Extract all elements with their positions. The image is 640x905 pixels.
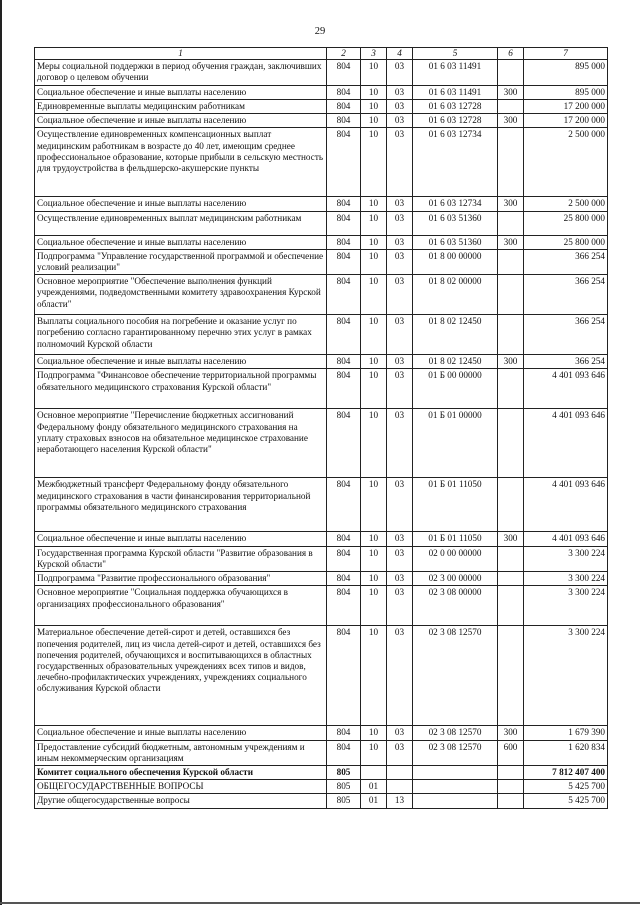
row-section-cell: [361, 765, 387, 779]
table-row: [35, 369, 608, 409]
row-article-cell: 01 6 03 12728: [413, 99, 498, 113]
row-code-cell: 804: [327, 572, 361, 586]
row-article-cell: 01 6 03 11491: [413, 60, 498, 85]
row-subsection-cell: 03: [387, 586, 413, 626]
row-amount-cell: 4 401 093 646: [524, 532, 608, 546]
row-type-cell: [498, 128, 524, 197]
row-article-cell: 01 6 03 51360: [413, 235, 498, 249]
row-article-cell: 01 8 02 12450: [413, 355, 498, 369]
row-name-cell: Предоставление субсидий бюджетным, автономным учреждениям и иным некоммерческим организациям: [35, 740, 327, 765]
row-amount-cell: 366 254: [524, 275, 608, 315]
row-type-cell: [498, 60, 524, 85]
row-amount-cell: 366 254: [524, 249, 608, 274]
row-article-cell: 01 8 02 00000: [413, 275, 498, 315]
row-type-cell: [498, 572, 524, 586]
row-amount-cell: 2 500 000: [524, 197, 608, 211]
table-row: [35, 315, 608, 355]
table-row: [35, 355, 608, 369]
row-type-cell: [498, 546, 524, 571]
row-section-cell: 10: [361, 740, 387, 765]
row-subsection-cell: 03: [387, 532, 413, 546]
row-amount-cell: 2 500 000: [524, 128, 608, 197]
table-row: [35, 85, 608, 99]
row-code-cell: 804: [327, 99, 361, 113]
row-type-cell: [498, 478, 524, 532]
row-code-cell: 804: [327, 235, 361, 249]
row-code-cell: 804: [327, 355, 361, 369]
row-code-cell: 804: [327, 626, 361, 726]
row-amount-cell: 25 800 000: [524, 235, 608, 249]
table-row: [35, 626, 608, 726]
row-article-cell: 01 6 03 12734: [413, 197, 498, 211]
row-amount-cell: 7 812 407 400: [524, 765, 608, 779]
table-row: [35, 128, 608, 197]
row-type-cell: 300: [498, 114, 524, 128]
row-subsection-cell: 03: [387, 197, 413, 211]
row-section-cell: 10: [361, 249, 387, 274]
row-article-cell: 01 6 03 51360: [413, 211, 498, 235]
row-article-cell: [413, 765, 498, 779]
row-name-cell: Социальное обеспечение и иные выплаты населению: [35, 114, 327, 128]
row-name-cell: Социальное обеспечение и иные выплаты населению: [35, 235, 327, 249]
table-row: [35, 586, 608, 626]
row-name-cell: Социальное обеспечение и иные выплаты населению: [35, 355, 327, 369]
row-subsection-cell: 03: [387, 211, 413, 235]
row-article-cell: 01 8 00 00000: [413, 249, 498, 274]
row-code-cell: 804: [327, 211, 361, 235]
header-cell: 5: [413, 48, 498, 60]
row-type-cell: [498, 794, 524, 808]
row-subsection-cell: 03: [387, 572, 413, 586]
row-name-cell: Социальное обеспечение и иные выплаты населению: [35, 726, 327, 740]
row-amount-cell: 3 300 224: [524, 626, 608, 726]
row-article-cell: 02 0 00 00000: [413, 546, 498, 571]
row-section-cell: 10: [361, 60, 387, 85]
row-section-cell: 10: [361, 275, 387, 315]
row-amount-cell: 5 425 700: [524, 780, 608, 794]
row-code-cell: 804: [327, 114, 361, 128]
table-row: [35, 740, 608, 765]
row-section-cell: 10: [361, 532, 387, 546]
table-row: [35, 794, 608, 808]
row-type-cell: [498, 99, 524, 113]
row-amount-cell: 4 401 093 646: [524, 478, 608, 532]
table-row: [35, 409, 608, 478]
row-name-cell: ОБЩЕГОСУДАРСТВЕННЫЕ ВОПРОСЫ: [35, 780, 327, 794]
table-row: [35, 99, 608, 113]
row-amount-cell: 4 401 093 646: [524, 409, 608, 478]
row-section-cell: 10: [361, 85, 387, 99]
row-name-cell: Социальное обеспечение и иные выплаты населению: [35, 85, 327, 99]
row-type-cell: [498, 369, 524, 409]
row-article-cell: 02 3 08 00000: [413, 586, 498, 626]
row-section-cell: 10: [361, 369, 387, 409]
row-section-cell: 10: [361, 409, 387, 478]
table-row: [35, 572, 608, 586]
row-section-cell: 10: [361, 546, 387, 571]
row-type-cell: [498, 275, 524, 315]
row-code-cell: 805: [327, 794, 361, 808]
table-row: [35, 726, 608, 740]
row-code-cell: 804: [327, 315, 361, 355]
header-cell: 3: [361, 48, 387, 60]
row-name-cell: Подпрограмма "Финансовое обеспечение территориальной программы обязательного медицинского страхования Курской области": [35, 369, 327, 409]
row-type-cell: 300: [498, 235, 524, 249]
table-row: [35, 235, 608, 249]
row-article-cell: 01 6 03 11491: [413, 85, 498, 99]
row-article-cell: 02 3 00 00000: [413, 572, 498, 586]
row-amount-cell: 1 620 834: [524, 740, 608, 765]
row-section-cell: 10: [361, 114, 387, 128]
row-name-cell: Другие общегосударственные вопросы: [35, 794, 327, 808]
header-cell: 4: [387, 48, 413, 60]
row-code-cell: 804: [327, 586, 361, 626]
row-article-cell: 01 6 03 12728: [413, 114, 498, 128]
row-name-cell: Осуществление единовременных компенсационных выплат медицинским работникам в возрасте до 40 лет, имеющим среднее профессиональное образование, которые прибыли в сельскую местность для трудоустройства в фельдшерско-акушерские пункты: [35, 128, 327, 197]
row-type-cell: 600: [498, 740, 524, 765]
row-code-cell: 804: [327, 275, 361, 315]
row-article-cell: 01 Б 01 11050: [413, 478, 498, 532]
table-row: [35, 765, 608, 779]
row-amount-cell: 1 679 390: [524, 726, 608, 740]
header-cell: 6: [498, 48, 524, 60]
row-subsection-cell: 13: [387, 794, 413, 808]
row-code-cell: 804: [327, 409, 361, 478]
table-row: [35, 249, 608, 274]
row-article-cell: 01 Б 01 00000: [413, 409, 498, 478]
table-row: [35, 211, 608, 235]
row-type-cell: [498, 586, 524, 626]
row-type-cell: [498, 780, 524, 794]
row-amount-cell: 5 425 700: [524, 794, 608, 808]
row-code-cell: 804: [327, 60, 361, 85]
row-article-cell: 02 3 08 12570: [413, 626, 498, 726]
row-type-cell: 300: [498, 355, 524, 369]
row-amount-cell: 17 200 000: [524, 99, 608, 113]
row-code-cell: 804: [327, 369, 361, 409]
header-cell: 2: [327, 48, 361, 60]
header-cell: 7: [524, 48, 608, 60]
row-section-cell: 10: [361, 99, 387, 113]
row-section-cell: 01: [361, 794, 387, 808]
row-article-cell: 01 6 03 12734: [413, 128, 498, 197]
scan-edge: [0, 0, 2, 905]
row-subsection-cell: 03: [387, 235, 413, 249]
row-amount-cell: 895 000: [524, 85, 608, 99]
row-section-cell: 10: [361, 355, 387, 369]
row-code-cell: 804: [327, 197, 361, 211]
row-subsection-cell: 03: [387, 355, 413, 369]
row-section-cell: 10: [361, 478, 387, 532]
row-subsection-cell: 03: [387, 546, 413, 571]
row-code-cell: 804: [327, 726, 361, 740]
row-article-cell: 01 Б 01 11050: [413, 532, 498, 546]
row-type-cell: 300: [498, 85, 524, 99]
table-row: [35, 114, 608, 128]
row-section-cell: 10: [361, 315, 387, 355]
row-name-cell: Подпрограмма "Управление государственной программой и обеспечение условий реализации": [35, 249, 327, 274]
row-subsection-cell: 03: [387, 369, 413, 409]
row-amount-cell: 3 300 224: [524, 572, 608, 586]
row-name-cell: Осуществление единовременных выплат медицинским работникам: [35, 211, 327, 235]
row-code-cell: 804: [327, 128, 361, 197]
row-name-cell: Социальное обеспечение и иные выплаты населению: [35, 532, 327, 546]
table-row: [35, 275, 608, 315]
row-article-cell: 02 3 08 12570: [413, 740, 498, 765]
row-amount-cell: 3 300 224: [524, 546, 608, 571]
row-article-cell: [413, 794, 498, 808]
table-row: [35, 197, 608, 211]
row-type-cell: 300: [498, 532, 524, 546]
row-section-cell: 10: [361, 572, 387, 586]
row-amount-cell: 366 254: [524, 355, 608, 369]
row-article-cell: 01 8 02 12450: [413, 315, 498, 355]
row-name-cell: Комитет социального обеспечения Курской области: [35, 765, 327, 779]
table-row: [35, 60, 608, 85]
row-type-cell: [498, 626, 524, 726]
row-amount-cell: 3 300 224: [524, 586, 608, 626]
row-code-cell: 804: [327, 532, 361, 546]
row-subsection-cell: 03: [387, 85, 413, 99]
row-section-cell: 10: [361, 128, 387, 197]
row-section-cell: 10: [361, 211, 387, 235]
row-amount-cell: 17 200 000: [524, 114, 608, 128]
row-subsection-cell: [387, 780, 413, 794]
row-subsection-cell: 03: [387, 249, 413, 274]
row-name-cell: Социальное обеспечение и иные выплаты населению: [35, 197, 327, 211]
row-name-cell: Государственная программа Курской области "Развитие образования в Курской области": [35, 546, 327, 571]
header-row: [35, 48, 608, 60]
row-name-cell: Межбюджетный трансферт Федеральному фонду обязательного медицинского страхования в части финансирования территориальной программы обязательного медицинского страхования: [35, 478, 327, 532]
row-type-cell: [498, 249, 524, 274]
row-code-cell: 805: [327, 780, 361, 794]
row-code-cell: 805: [327, 765, 361, 779]
row-name-cell: Выплаты социального пособия на погребение и оказание услуг по погребению согласно гарантированному перечню этих услуг в рамках полномочий Курской области: [35, 315, 327, 355]
row-subsection-cell: 03: [387, 478, 413, 532]
row-subsection-cell: 03: [387, 740, 413, 765]
row-name-cell: Основное мероприятие "Социальная поддержка обучающихся в организациях профессионального образования": [35, 586, 327, 626]
row-amount-cell: 4 401 093 646: [524, 369, 608, 409]
row-subsection-cell: 03: [387, 60, 413, 85]
row-amount-cell: 366 254: [524, 315, 608, 355]
row-type-cell: 300: [498, 197, 524, 211]
header-cell: 1: [35, 48, 327, 60]
row-subsection-cell: 03: [387, 99, 413, 113]
table-row: [35, 780, 608, 794]
page-number: 29: [314, 26, 326, 37]
row-type-cell: 300: [498, 726, 524, 740]
row-type-cell: [498, 765, 524, 779]
row-name-cell: Единовременные выплаты медицинским работникам: [35, 99, 327, 113]
budget-table: [34, 47, 608, 809]
footer-rule: [0, 902, 640, 904]
row-name-cell: Меры социальной поддержки в период обучения граждан, заключивших договор о целевом обучении: [35, 60, 327, 85]
row-subsection-cell: 03: [387, 114, 413, 128]
row-name-cell: Подпрограмма "Развитие профессионального образования": [35, 572, 327, 586]
table-row: [35, 546, 608, 571]
row-subsection-cell: 03: [387, 128, 413, 197]
row-code-cell: 804: [327, 249, 361, 274]
table-body: [35, 60, 608, 808]
row-name-cell: Материальное обеспечение детей-сирот и детей, оставшихся без попечения родителей, лиц из числа детей-сирот и детей, оставшихся без попечения родителей, обучающихся и воспитывающихся в областных государственных образовательных учреждениях всех типов и видов, лечебно-профилактических учреждениях, учреждениях социального обслуживания Курской области: [35, 626, 327, 726]
row-name-cell: Основное мероприятие "Обеспечение выполнения функций учреждениями, подведомственными комитету здравоохранения Курской области": [35, 275, 327, 315]
row-subsection-cell: [387, 765, 413, 779]
row-section-cell: 10: [361, 726, 387, 740]
row-subsection-cell: 03: [387, 409, 413, 478]
row-type-cell: [498, 409, 524, 478]
row-type-cell: [498, 211, 524, 235]
row-article-cell: 01 Б 00 00000: [413, 369, 498, 409]
row-subsection-cell: 03: [387, 626, 413, 726]
row-amount-cell: 25 800 000: [524, 211, 608, 235]
row-section-cell: 10: [361, 235, 387, 249]
row-subsection-cell: 03: [387, 726, 413, 740]
row-article-cell: [413, 780, 498, 794]
row-section-cell: 01: [361, 780, 387, 794]
row-subsection-cell: 03: [387, 275, 413, 315]
row-section-cell: 10: [361, 197, 387, 211]
table-row: [35, 532, 608, 546]
row-section-cell: 10: [361, 586, 387, 626]
row-name-cell: Основное мероприятие "Перечисление бюджетных ассигнований Федеральному фонду обязательного медицинского страхования на уплату страховых взносов на обязательное медицинское страхование неработающего населения Курской области": [35, 409, 327, 478]
row-subsection-cell: 03: [387, 315, 413, 355]
row-code-cell: 804: [327, 740, 361, 765]
row-code-cell: 804: [327, 478, 361, 532]
row-amount-cell: 895 000: [524, 60, 608, 85]
row-code-cell: 804: [327, 85, 361, 99]
table-row: [35, 478, 608, 532]
row-type-cell: [498, 315, 524, 355]
row-section-cell: 10: [361, 626, 387, 726]
row-code-cell: 804: [327, 546, 361, 571]
row-article-cell: 02 3 08 12570: [413, 726, 498, 740]
